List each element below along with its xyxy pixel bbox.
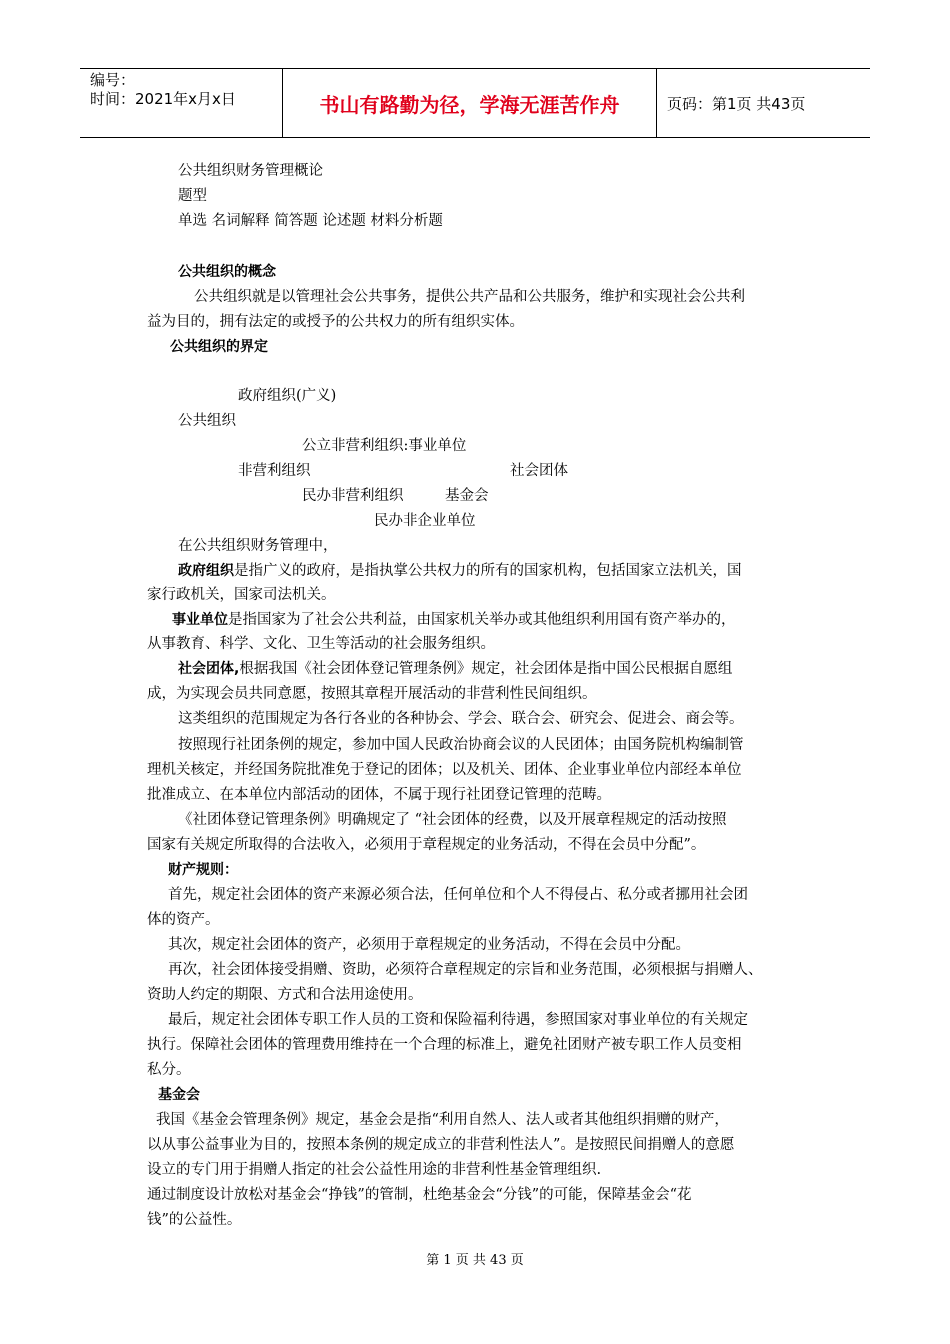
foundation-line-5: 钱”的公益性。 — [147, 1212, 242, 1228]
header-number: 编号： — [90, 71, 136, 89]
header-page-info: 页码：第1页 共43页 — [667, 94, 806, 113]
question-types: 单选 名词解释 简答题 论述题 材料分析题 — [178, 213, 443, 229]
soc-line-2: 成，为实现会员共同意愿，按照其章程开展活动的非营利性民间组织。 — [147, 686, 597, 702]
reg-line-2: 国家有关规定所取得的合法收入，必须用于章程规定的业务活动，不得在会员中分配”。 — [147, 837, 706, 853]
tree-private-ne: 民办非企业单位 — [374, 513, 476, 529]
tree-private-np: 民办非营利组织 — [302, 488, 404, 504]
first-line-2: 体的资产。 — [147, 912, 220, 928]
question-types-label: 题型 — [178, 188, 207, 204]
tree-np: 非营利组织 — [238, 463, 311, 479]
concept-line-2: 益为目的，拥有法定的或授予的公共权力的所有组织实体。 — [147, 314, 524, 330]
gov-term: 政府组织 — [178, 563, 234, 579]
gov-line-2: 家行政机关，国家司法机关。 — [147, 587, 336, 603]
doc-title: 公共组织财务管理概论 — [178, 163, 323, 179]
header-meta — [80, 69, 283, 137]
foundation-line-1: 我国《基金会管理条例》规定，基金会是指“利用自然人、法人或者其他组织捐赠的财产， — [156, 1112, 729, 1128]
foundation-line-3: 设立的专门用于捐赠人指定的社会公益性用途的非营利性基金管理组织. — [147, 1162, 602, 1178]
rule-line-3: 批准成立、在本单位内部活动的团体，不属于现行社团登记管理的范畴。 — [147, 787, 611, 803]
first-line-1: 首先，规定社会团体的资产来源必须合法，任何单位和个人不得侵占、私分或者挪用社会团 — [168, 887, 748, 903]
third-line-2: 资助人约定的期限、方式和合法用途使用。 — [147, 987, 423, 1003]
last-line-2: 执行。保障社会团体的管理费用维持在一个合理的标准上，避免社团财产被专职工作人员变相 — [147, 1037, 742, 1053]
tree-foundation: 基金会 — [445, 488, 489, 504]
page-footer: 第 1 页 共 43 页 — [426, 1253, 524, 1268]
page-header — [80, 68, 870, 138]
inst-line-2: 从事教育、科学、文化、卫生等活动的社会服务组织。 — [147, 636, 495, 652]
gov-line-1 — [178, 561, 742, 581]
header-date: 时间：2021年x月x日 — [90, 90, 236, 108]
concept-line-1: 公共组织就是以管理社会公共事务，提供公共产品和公共服务，维护和实现社会公共利 — [194, 289, 745, 305]
last-line-1: 最后，规定社会团体专职工作人员的工资和保险福利待遇，参照国家对事业单位的有关规定 — [168, 1012, 748, 1028]
inst-def-1: 是指国家为了社会公共利益，由国家机关举办或其他组织利用国有资产举办的， — [228, 612, 736, 628]
inst-term: 事业单位 — [172, 612, 228, 628]
soc-term: 社会团体, — [178, 661, 240, 677]
rule-line-1: 按照现行社团条例的规定，参加中国人民政治协商会议的人民团体；由国务院机构编制管 — [178, 737, 744, 753]
foundation-line-4: 通过制度设计放松对基金会“挣钱”的管制，杜绝基金会“分钱”的可能，保障基金会“花 — [147, 1187, 692, 1203]
tree-social: 社会团体 — [510, 463, 568, 479]
reg-line-1: 《社团体登记管理条例》明确规定了 “社会团体的经费，以及开展章程规定的活动按照 — [178, 812, 727, 828]
heading-scope: 公共组织的界定 — [170, 339, 268, 355]
header-motto: 书山有路勤为径，学海无涯苦作舟 — [283, 69, 657, 137]
heading-property: 财产规则： — [168, 862, 238, 878]
gov-def-1: 是指广义的政府，是指执掌公共权力的所有的国家机构，包括国家立法机关，国 — [234, 563, 742, 579]
foundation-line-2: 以从事公益事业为目的，按照本条例的规定成立的非营利性法人”。是按照民间捐赠人的意愿 — [147, 1137, 735, 1153]
soc-line-1 — [178, 659, 732, 679]
soc-def-1: 根据我国《社会团体登记管理条例》规定，社会团体是指中国公民根据自愿组 — [239, 661, 733, 677]
heading-foundation: 基金会 — [158, 1087, 200, 1103]
last-line-3: 私分。 — [147, 1062, 191, 1078]
in-management: 在公共组织财务管理中， — [178, 538, 338, 554]
inst-line-1 — [172, 610, 736, 630]
tree-root: 公共组织 — [178, 413, 236, 429]
second-line-1: 其次，规定社会团体的资产，必须用于章程规定的业务活动，不得在会员中分配。 — [168, 937, 690, 953]
tree-gov: 政府组织(广义) — [238, 388, 337, 404]
rule-line-2: 理机关核定，并经国务院批准免于登记的团体；以及机关、团体、企业事业单位内部经本单位 — [147, 762, 742, 778]
heading-concept: 公共组织的概念 — [178, 264, 276, 280]
tree-public-np: 公立非营利组织:事业单位 — [302, 438, 467, 454]
range-line-1: 这类组织的范围规定为各行各业的各种协会、学会、联合会、研究会、促进会、商会等。 — [178, 711, 744, 727]
third-line-1: 再次，社会团体接受捐赠、资助，必须符合章程规定的宗旨和业务范围，必须根据与捐赠人、 — [168, 962, 763, 978]
